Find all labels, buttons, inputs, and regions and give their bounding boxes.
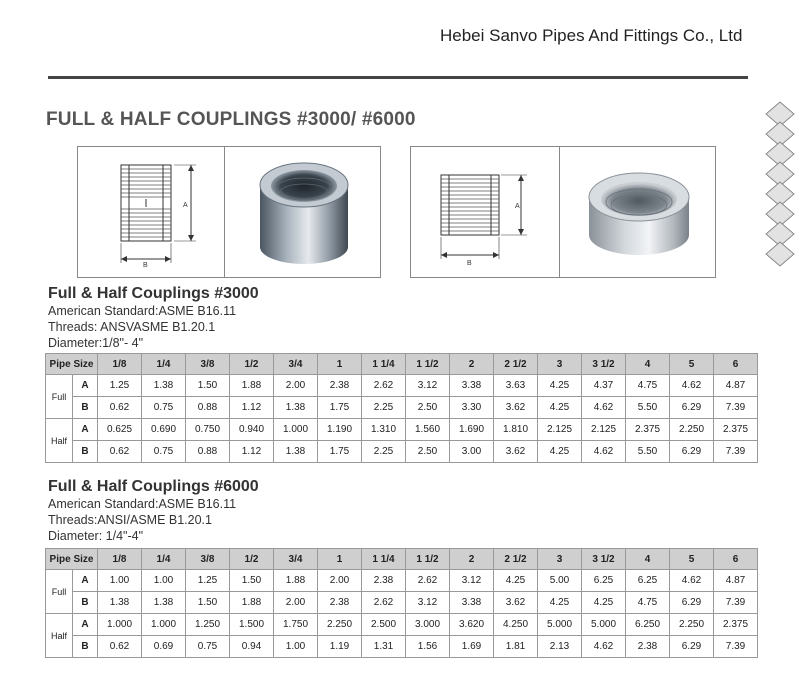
section-3000-diameter: Diameter:1/8"- 4"	[48, 336, 144, 350]
coupling-3000-table	[45, 353, 758, 463]
size-header: 2	[450, 549, 494, 570]
page-title: FULL & HALF COUPLINGS #3000/ #6000	[46, 109, 416, 130]
size-header: 5	[670, 549, 714, 570]
size-header: 3/8	[186, 354, 230, 375]
size-header: 1 1/4	[362, 354, 406, 375]
pipe-size-header: Pipe Size	[46, 354, 98, 375]
table-cell: 2.38	[362, 570, 406, 592]
table-cell: 1.25	[186, 570, 230, 592]
table-cell: 2.62	[362, 375, 406, 397]
size-header: 1/4	[142, 549, 186, 570]
table-cell: 7.39	[714, 441, 758, 463]
table-cell: 6.25	[626, 570, 670, 592]
dimension-label: A	[73, 419, 98, 441]
full-coupling-figure	[77, 146, 381, 278]
table-cell: 1.38	[274, 441, 318, 463]
table-cell: 1.31	[362, 636, 406, 658]
table-cell: 0.750	[186, 419, 230, 441]
table-cell: 2.375	[714, 419, 758, 441]
size-header: 3/4	[274, 354, 318, 375]
table-cell: 1.00	[274, 636, 318, 658]
table-cell: 4.25	[538, 375, 582, 397]
table-cell: 1.25	[98, 375, 142, 397]
size-header: 1/2	[230, 549, 274, 570]
table-cell: 0.88	[186, 397, 230, 419]
size-header: 1/2	[230, 354, 274, 375]
table-cell: 2.62	[406, 570, 450, 592]
full-dim-b: B	[143, 262, 148, 269]
group-label: Full	[46, 375, 73, 419]
half-coupling-figure	[410, 146, 716, 278]
table-cell: 1.50	[230, 570, 274, 592]
table-cell: 3.63	[494, 375, 538, 397]
size-header: 1/8	[98, 354, 142, 375]
table-row	[46, 636, 758, 658]
table-cell: 1.75	[318, 397, 362, 419]
table-cell: 3.30	[450, 397, 494, 419]
table-cell: 1.810	[494, 419, 538, 441]
table-header-row	[46, 354, 758, 375]
size-header: 5	[670, 354, 714, 375]
table-cell: 7.39	[714, 397, 758, 419]
table-cell: 3.12	[450, 570, 494, 592]
table-cell: 1.12	[230, 397, 274, 419]
size-header: 3 1/2	[582, 354, 626, 375]
section-3000-standard: American Standard:ASME B16.11	[48, 304, 237, 318]
table-cell: 2.00	[274, 375, 318, 397]
table-cell: 3.62	[494, 397, 538, 419]
table-cell: 2.00	[274, 592, 318, 614]
full-coupling-photo	[226, 147, 380, 277]
table-cell: 1.88	[274, 570, 318, 592]
table-cell: 4.75	[626, 592, 670, 614]
table-cell: 4.37	[582, 375, 626, 397]
table-cell: 1.000	[142, 614, 186, 636]
size-header: 1/4	[142, 354, 186, 375]
table-cell: 3.62	[494, 592, 538, 614]
dimension-label: B	[73, 592, 98, 614]
table-cell: 0.62	[98, 397, 142, 419]
table-cell: 1.88	[230, 592, 274, 614]
table-cell: 5.000	[582, 614, 626, 636]
table-cell: 4.87	[714, 375, 758, 397]
table-row	[46, 570, 758, 592]
table-cell: 2.38	[626, 636, 670, 658]
table-cell: 0.94	[230, 636, 274, 658]
table-row	[46, 375, 758, 397]
table-cell: 2.13	[538, 636, 582, 658]
table-cell: 1.50	[186, 375, 230, 397]
size-header: 6	[714, 354, 758, 375]
half-coupling-drawing	[411, 147, 559, 277]
table-cell: 2.125	[538, 419, 582, 441]
table-cell: 0.88	[186, 441, 230, 463]
table-cell: 1.50	[186, 592, 230, 614]
table-cell: 1.88	[230, 375, 274, 397]
table-cell: 4.62	[582, 636, 626, 658]
table-cell: 1.19	[318, 636, 362, 658]
company-name: Hebei Sanvo Pipes And Fittings Co., Ltd	[440, 26, 743, 45]
table-cell: 7.39	[714, 592, 758, 614]
table-cell: 2.50	[406, 441, 450, 463]
table-cell: 6.29	[670, 397, 714, 419]
pipe-size-header: Pipe Size	[46, 549, 98, 570]
table-cell: 4.25	[582, 592, 626, 614]
table-cell: 0.75	[142, 397, 186, 419]
size-header: 3 1/2	[582, 549, 626, 570]
table-cell: 4.62	[670, 570, 714, 592]
table-cell: 6.29	[670, 592, 714, 614]
table-cell: 3.12	[406, 375, 450, 397]
table-cell: 0.690	[142, 419, 186, 441]
section-6000-diameter: Diameter: 1/4"-4"	[48, 529, 144, 543]
table-cell: 4.25	[538, 441, 582, 463]
coupling-6000-table	[45, 548, 758, 658]
table-cell: 5.00	[538, 570, 582, 592]
table-cell: 2.62	[362, 592, 406, 614]
table-cell: 2.250	[670, 419, 714, 441]
table-cell: 1.38	[142, 375, 186, 397]
table-cell: 1.38	[142, 592, 186, 614]
section-6000-title: Full & Half Couplings #6000	[48, 478, 259, 495]
half-dim-b: B	[467, 260, 472, 267]
table-cell: 5.50	[626, 441, 670, 463]
table-cell: 4.25	[538, 397, 582, 419]
dimension-label: B	[73, 636, 98, 658]
table-cell: 4.250	[494, 614, 538, 636]
table-cell: 3.38	[450, 375, 494, 397]
group-label: Half	[46, 419, 73, 463]
table-cell: 1.75	[318, 441, 362, 463]
table-cell: 3.12	[406, 592, 450, 614]
size-header: 4	[626, 549, 670, 570]
table-cell: 1.81	[494, 636, 538, 658]
table-cell: 5.000	[538, 614, 582, 636]
group-label: Full	[46, 570, 73, 614]
table-cell: 1.500	[230, 614, 274, 636]
table-cell: 1.190	[318, 419, 362, 441]
table-cell: 3.00	[450, 441, 494, 463]
full-dim-a: A	[183, 202, 188, 209]
dimension-label: A	[73, 614, 98, 636]
table-cell: 3.620	[450, 614, 494, 636]
table-cell: 4.87	[714, 570, 758, 592]
table-cell: 5.50	[626, 397, 670, 419]
size-header: 1 1/2	[406, 549, 450, 570]
table-cell: 1.00	[98, 570, 142, 592]
table-cell: 1.69	[450, 636, 494, 658]
table-cell: 0.75	[142, 441, 186, 463]
section-3000-threads: Threads: ANSVASME B1.20.1	[48, 320, 216, 334]
table-cell: 1.38	[274, 397, 318, 419]
table-cell: 6.29	[670, 636, 714, 658]
size-header: 1 1/4	[362, 549, 406, 570]
size-header: 4	[626, 354, 670, 375]
table-header-row	[46, 549, 758, 570]
size-header: 2	[450, 354, 494, 375]
table-cell: 4.25	[494, 570, 538, 592]
size-header: 3	[538, 354, 582, 375]
table-row	[46, 441, 758, 463]
half-dim-a: A	[515, 203, 520, 210]
table-cell: 1.000	[98, 614, 142, 636]
table-cell: 7.39	[714, 636, 758, 658]
table-cell: 4.25	[538, 592, 582, 614]
table-cell: 3.38	[450, 592, 494, 614]
section-3000-title: Full & Half Couplings #3000	[48, 285, 259, 302]
table-cell: 2.50	[406, 397, 450, 419]
size-header: 1	[318, 354, 362, 375]
dimension-label: A	[73, 570, 98, 592]
table-cell: 2.250	[318, 614, 362, 636]
table-cell: 2.375	[714, 614, 758, 636]
table-cell: 2.500	[362, 614, 406, 636]
table-cell: 0.62	[98, 636, 142, 658]
table-cell: 2.25	[362, 441, 406, 463]
table-cell: 2.00	[318, 570, 362, 592]
section-6000-standard: American Standard:ASME B16.11	[48, 497, 237, 511]
size-header: 1	[318, 549, 362, 570]
size-header: 3/8	[186, 549, 230, 570]
table-cell: 4.62	[582, 441, 626, 463]
size-header: 3	[538, 549, 582, 570]
table-row	[46, 592, 758, 614]
table-cell: 1.690	[450, 419, 494, 441]
table-cell: 2.25	[362, 397, 406, 419]
table-cell: 1.56	[406, 636, 450, 658]
table-cell: 1.250	[186, 614, 230, 636]
table-cell: 1.750	[274, 614, 318, 636]
table-row	[46, 419, 758, 441]
table-cell: 6.250	[626, 614, 670, 636]
group-label: Half	[46, 614, 73, 658]
size-header: 2 1/2	[494, 354, 538, 375]
table-cell: 0.62	[98, 441, 142, 463]
section-6000-threads: Threads:ANSI/ASME B1.20.1	[48, 513, 212, 527]
table-cell: 0.940	[230, 419, 274, 441]
dimension-label: B	[73, 441, 98, 463]
table-cell: 6.29	[670, 441, 714, 463]
size-header: 2 1/2	[494, 549, 538, 570]
table-cell: 0.625	[98, 419, 142, 441]
table-cell: 6.25	[582, 570, 626, 592]
size-header: 3/4	[274, 549, 318, 570]
table-cell: 1.000	[274, 419, 318, 441]
table-cell: 4.62	[670, 375, 714, 397]
table-cell: 2.38	[318, 592, 362, 614]
table-cell: 0.69	[142, 636, 186, 658]
table-cell: 2.125	[582, 419, 626, 441]
header-divider	[48, 76, 748, 79]
table-cell: 1.560	[406, 419, 450, 441]
table-row	[46, 397, 758, 419]
table-cell: 3.000	[406, 614, 450, 636]
table-cell: 1.310	[362, 419, 406, 441]
table-cell: 4.75	[626, 375, 670, 397]
side-decoration-icon	[758, 100, 800, 270]
table-row	[46, 614, 758, 636]
table-cell: 1.38	[98, 592, 142, 614]
size-header: 1/8	[98, 549, 142, 570]
table-cell: 1.12	[230, 441, 274, 463]
size-header: 1 1/2	[406, 354, 450, 375]
table-cell: 2.250	[670, 614, 714, 636]
table-cell: 0.75	[186, 636, 230, 658]
half-coupling-photo	[561, 147, 717, 277]
dimension-label: A	[73, 375, 98, 397]
table-cell: 4.62	[582, 397, 626, 419]
table-cell: 1.00	[142, 570, 186, 592]
table-cell: 2.38	[318, 375, 362, 397]
full-coupling-drawing	[78, 147, 224, 277]
dimension-label: B	[73, 397, 98, 419]
size-header: 6	[714, 549, 758, 570]
table-cell: 3.62	[494, 441, 538, 463]
table-cell: 2.375	[626, 419, 670, 441]
